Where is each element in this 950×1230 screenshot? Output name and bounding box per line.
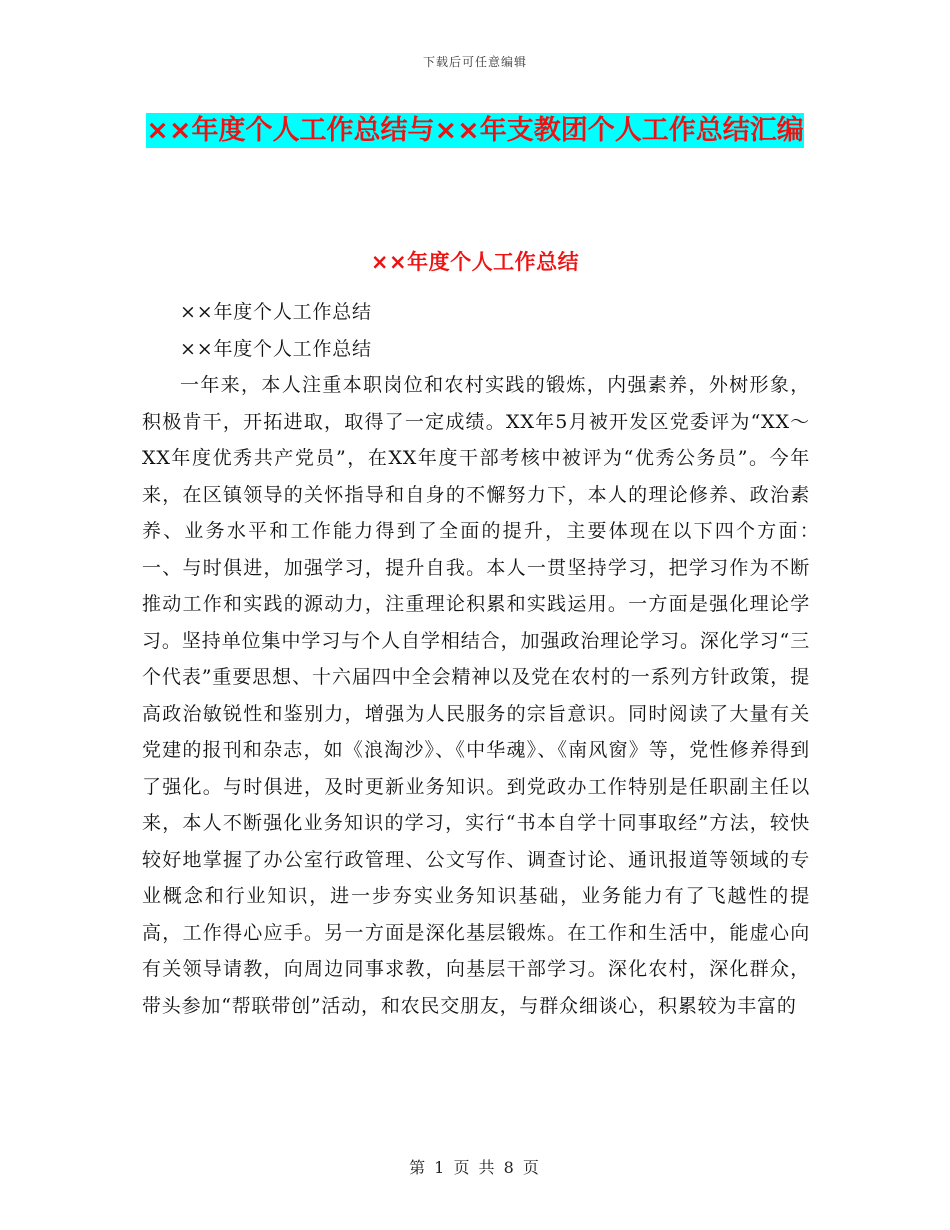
section-title: ××年度个人工作总结: [370, 250, 580, 274]
document-main-title: [140, 108, 810, 154]
page-header-note: 下载后可任意编辑: [422, 55, 527, 69]
body-paragraph: ××年度个人工作总结: [180, 301, 372, 323]
page-number-footer: 第 1 页 共 8 页: [409, 1158, 541, 1177]
main-title-highlight: ××年度个人工作总结与××年支教团个人工作总结汇编: [146, 115, 804, 146]
body-paragraph: ××年度个人工作总结: [180, 337, 372, 360]
document-body: [142, 294, 850, 1024]
body-paragraph: 一年来，本人注重本职岗位和农村实践的锻炼，内强素养，外树形象，积极肯干，开拓进取，取得了一定成绩。XX年5月被开发区党委评为“XX～XX年度优秀共产党员”，在XX年度干部考核中被评为“优秀公务员”。今年来，在区镇领导的关怀指导和自身的不懈努力下，本人的理论修养、政治素养、业务水平和工作能力得到了全面的提升，主要体现在以下四个方面： 一、与时俱进，加强学习，提升自我。本人一贯坚持学习，把学习作为不断推动工作和实践的源动力，注重理论积累和实践运用。一方面是强化理论学习。坚持单位集中学习与个人自学相结合，加强政治理论学习。深化学习“三个代表”重要思想、十六届四中全会精神以及党在农村的一系列方针政策，提高政治敏锐性和鉴别力，增强为人民服务的宗旨意识。同时阅读了大量有关党建的报刊和杂志，如《浪淘沙》、《中华魂》、《南风窗》等，党性修养得到了强化。与时俱进，及时更新业务知识。到党政办工作特别是任职副主任以来，本人不断强化业务知识的学习，实行“书本自学十同事取经”方法，较快较好地掌握了办公室行政管理、公文写作、调查讨论、通讯报道等领域的专业概念和行业知识，进一步夯实业务知识基础，业务能力有了飞越性的提高，工作得心应手。另一方面是深化基层锻炼。在工作和生活中，能虚心向有关领导请教，向周边同事求教，向基层干部学习。深化农村，深化群众，带头参加“帮联带创”活动，和农民交朋友，与群众细谈心，积累较为丰富的: [142, 374, 850, 1017]
